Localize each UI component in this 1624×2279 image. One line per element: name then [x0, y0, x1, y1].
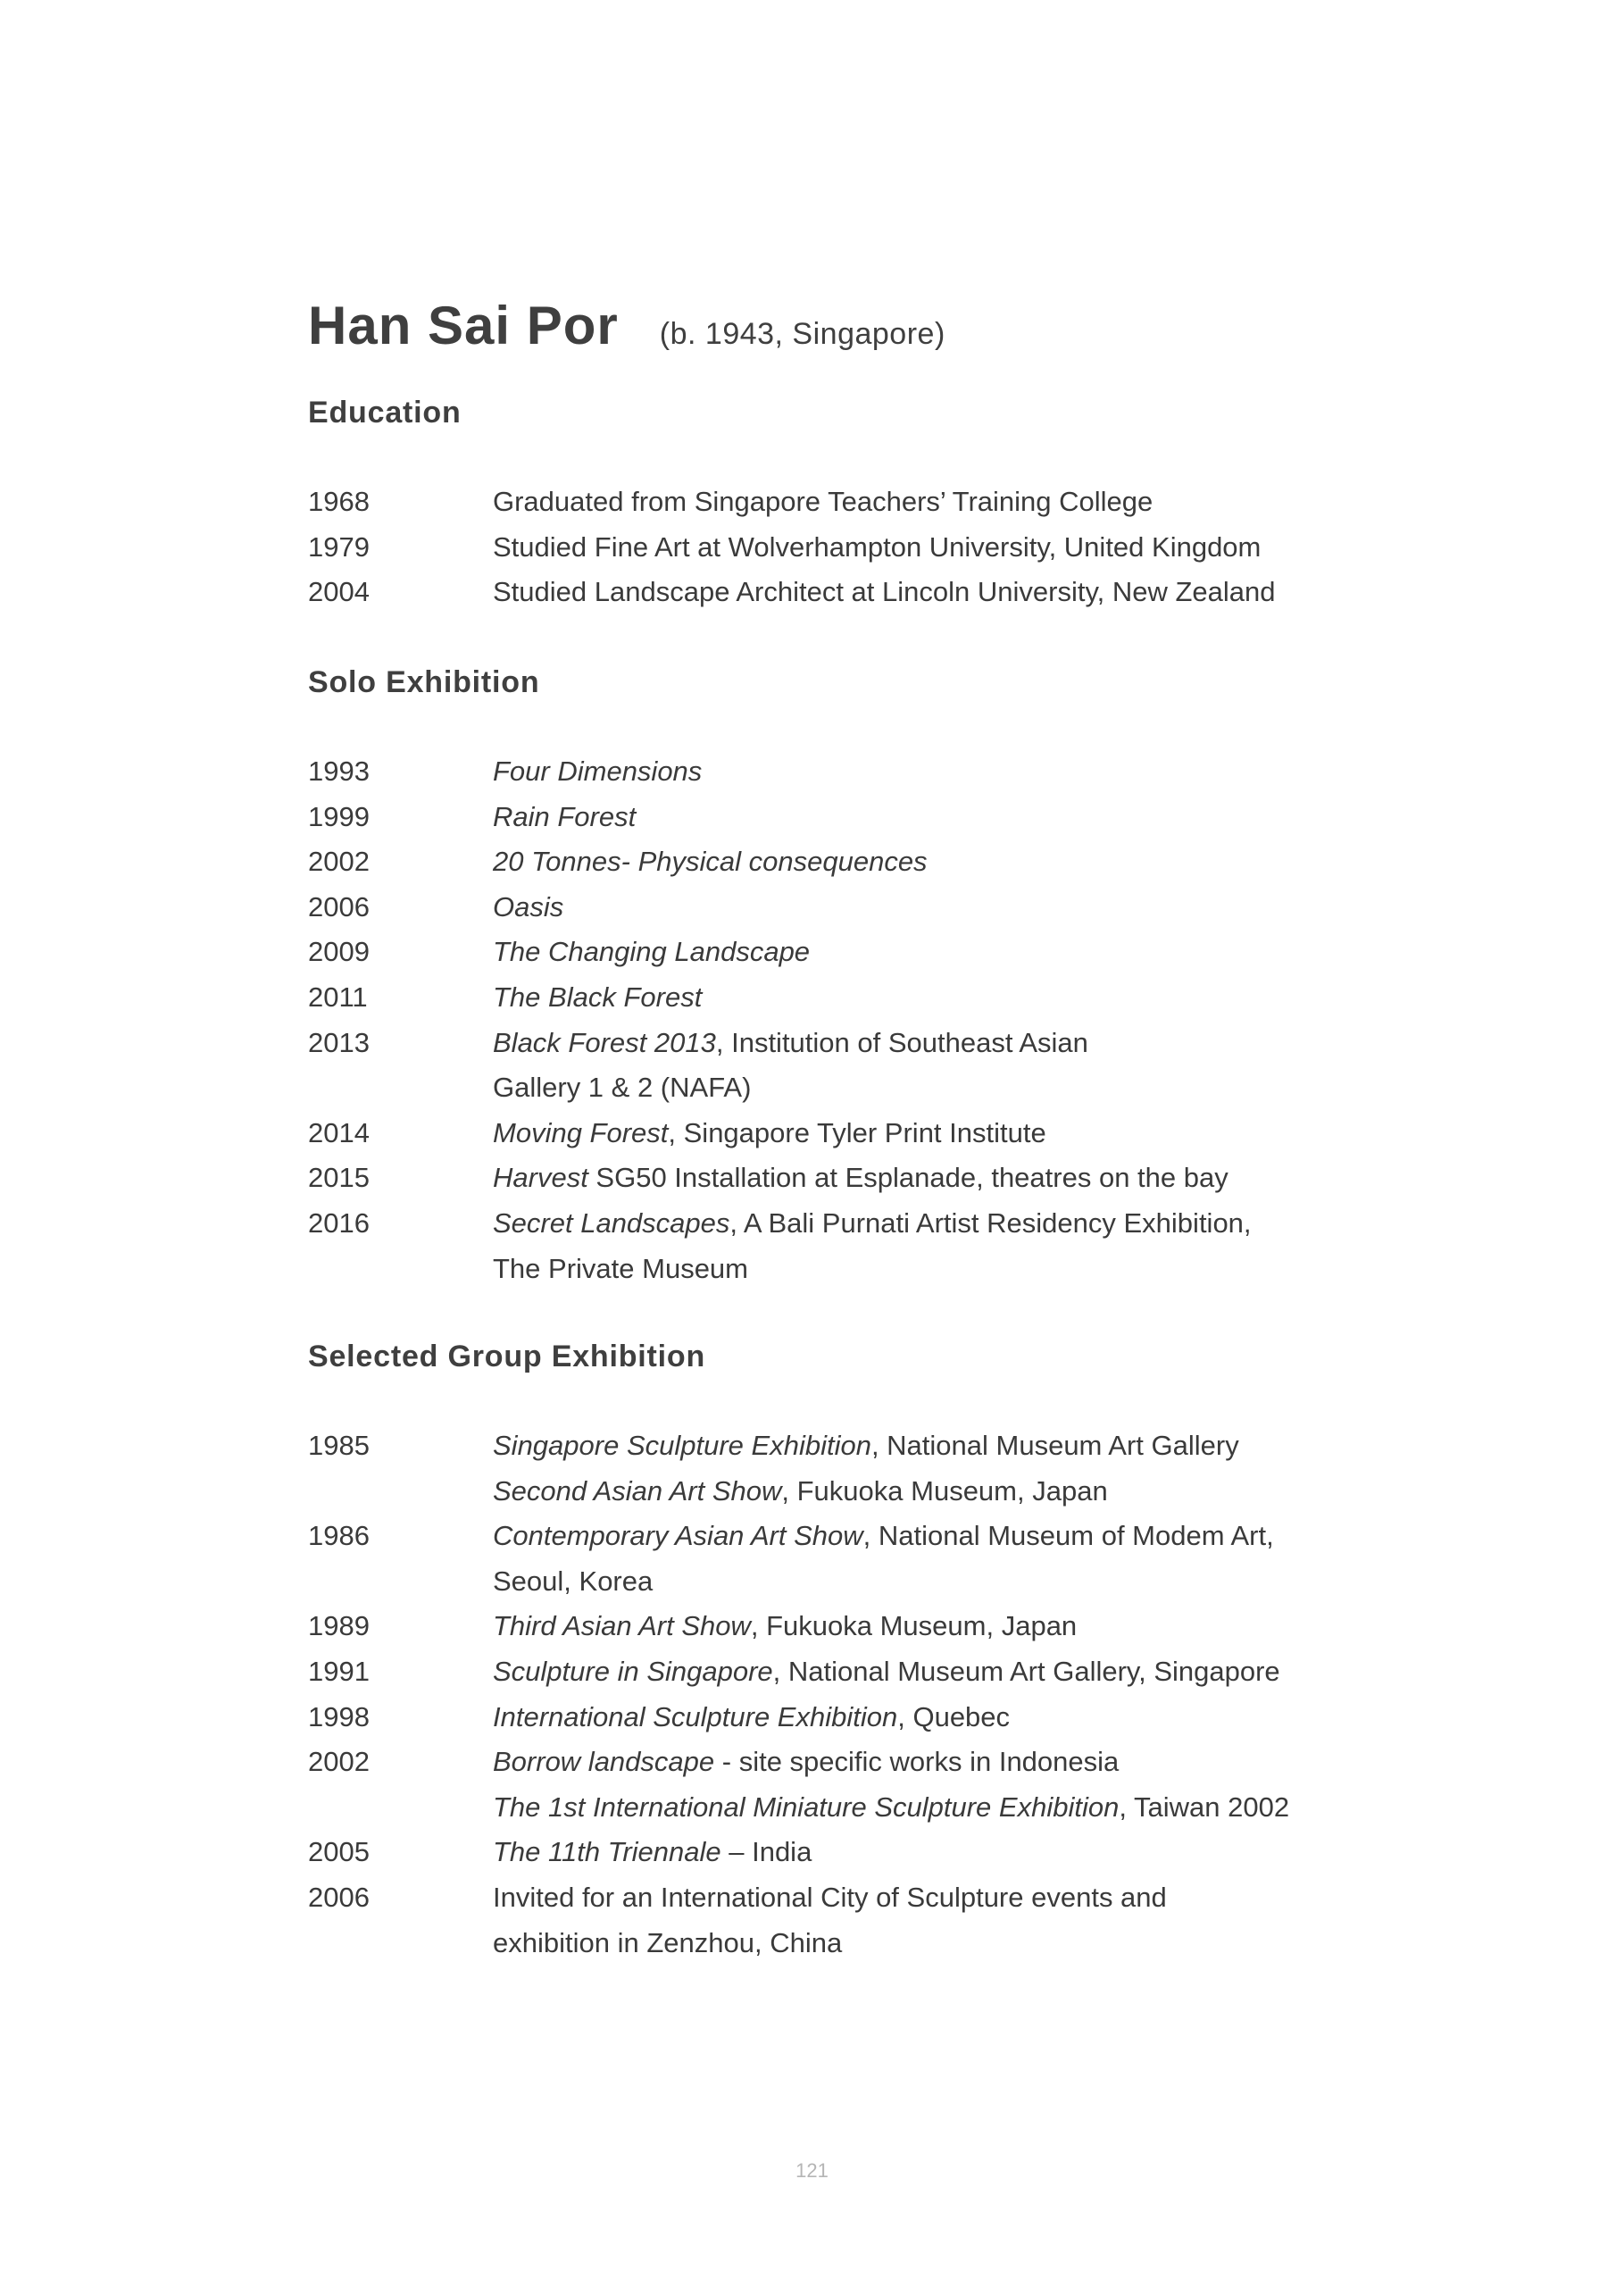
exhibition-venue: , Fukuoka Museum, Japan	[781, 1474, 1108, 1507]
description	[493, 1830, 1379, 1875]
exhibition-venue: , National Museum Art Gallery, Singapore	[772, 1655, 1280, 1687]
year: 1998	[308, 1700, 370, 1732]
section-title-solo: Solo Exhibition	[308, 665, 540, 699]
year: 2014	[308, 1116, 370, 1148]
exhibition-title: Second Asian Art Show	[493, 1474, 782, 1507]
education-row	[308, 570, 1379, 615]
exhibition-venue: – India	[720, 1836, 812, 1868]
description: Graduated from Singapore Teachers’ Training College	[493, 486, 1153, 517]
year: 2002	[308, 1746, 370, 1778]
year: 1991	[308, 1655, 370, 1687]
exhibition-row	[308, 1201, 1379, 1291]
exhibition-title: The 11th Triennale	[493, 1836, 721, 1868]
exhibition-row	[308, 839, 1379, 885]
exhibition-title: Contemporary Asian Art Show	[493, 1520, 863, 1552]
education-row	[308, 525, 1379, 571]
exhibition-title: Sculpture in Singapore	[493, 1655, 773, 1687]
year: 1979	[308, 530, 370, 563]
exhibition-venue: - site specific works in Indonesia	[714, 1746, 1120, 1778]
exhibition-row	[308, 1740, 1379, 1785]
exhibition-row	[308, 1021, 1379, 1111]
exhibition-title: Secret Landscapes	[493, 1206, 730, 1239]
exhibition-row	[308, 975, 1379, 1021]
exhibition-row	[308, 1649, 1379, 1695]
exhibition-venue-continued: Gallery 1 & 2 (NAFA)	[493, 1072, 752, 1104]
exhibition-title: Moving Forest	[493, 1116, 669, 1148]
description: Studied Landscape Architect at Lincoln University, New Zealand	[493, 576, 1276, 608]
exhibition-venue-continued: The Private Museum	[493, 1252, 748, 1284]
group-exhibition-section	[308, 1334, 1379, 1966]
exhibition-title: Oasis	[493, 890, 564, 922]
exhibition-title: The Changing Landscape	[493, 936, 811, 968]
exhibition-row	[308, 885, 1379, 931]
year	[308, 1469, 493, 1515]
year: 2006	[308, 1881, 370, 1913]
exhibition-title: Borrow landscape	[493, 1746, 715, 1778]
exhibition-venue: , Quebec	[897, 1700, 1011, 1732]
description	[493, 1695, 1379, 1741]
year: 1968	[308, 486, 370, 517]
exhibition-row	[308, 1830, 1379, 1875]
description	[493, 1740, 1379, 1785]
year: 2005	[308, 1836, 370, 1868]
solo-exhibition-list	[308, 749, 1379, 1291]
exhibition-text-continued: exhibition in Zenzhou, China	[493, 1926, 843, 1958]
exhibition-row	[308, 749, 1379, 795]
year: 2015	[308, 1162, 370, 1194]
exhibition-venue: , Taiwan 2002	[1119, 1791, 1290, 1823]
year: 2016	[308, 1206, 370, 1239]
exhibition-venue: , National Museum of Modem Art,	[862, 1520, 1274, 1552]
year	[308, 1785, 493, 1831]
exhibition-row	[308, 1695, 1379, 1741]
exhibition-title: Harvest	[493, 1162, 588, 1194]
education-section	[308, 390, 1379, 615]
section-title-group: Selected Group Exhibition	[308, 1340, 706, 1373]
exhibition-title: Third Asian Art Show	[493, 1610, 751, 1642]
description	[493, 1111, 1379, 1156]
exhibition-row	[308, 1469, 1379, 1515]
description	[493, 1875, 1379, 1966]
description	[493, 1201, 1379, 1291]
year: 1985	[308, 1430, 370, 1461]
cv-header	[308, 295, 945, 356]
exhibition-title: Four Dimensions	[493, 755, 703, 787]
section-title-education: Education	[308, 396, 462, 430]
exhibition-venue: SG50 Installation at Esplanade, theatres on the bay	[587, 1162, 1228, 1194]
exhibition-title: Rain Forest	[493, 800, 637, 832]
year: 2006	[308, 890, 370, 922]
birth-info: (b. 1943, Singapore)	[659, 317, 945, 351]
description	[493, 1423, 1379, 1469]
description	[493, 1021, 1379, 1111]
description: Studied Fine Art at Wolverhampton University, United Kingdom	[493, 530, 1262, 563]
exhibition-title: Singapore Sculpture Exhibition	[493, 1430, 871, 1461]
exhibition-text: Invited for an International City of Sculpture events and	[493, 1881, 1167, 1913]
year: 2004	[308, 576, 370, 608]
exhibition-row	[308, 1785, 1379, 1831]
description	[493, 749, 1379, 795]
year: 1986	[308, 1520, 370, 1552]
description	[493, 930, 1379, 975]
exhibition-row	[308, 795, 1379, 840]
description	[493, 1604, 1379, 1649]
description	[493, 1785, 1379, 1831]
exhibition-row	[308, 1423, 1379, 1469]
exhibition-row	[308, 1111, 1379, 1156]
exhibition-row	[308, 930, 1379, 975]
exhibition-row	[308, 1156, 1379, 1201]
exhibition-venue: , A Bali Purnati Artist Residency Exhibition,	[729, 1206, 1252, 1239]
exhibition-title: Black Forest 2013	[493, 1026, 716, 1058]
page-number: 121	[795, 2159, 829, 2182]
education-row	[308, 480, 1379, 525]
exhibition-venue-continued: Seoul, Korea	[493, 1565, 654, 1597]
year: 1999	[308, 800, 370, 832]
exhibition-title: International Sculpture Exhibition	[493, 1700, 898, 1732]
exhibition-row	[308, 1875, 1379, 1966]
exhibition-venue: , National Museum Art Gallery	[870, 1430, 1239, 1461]
group-exhibition-list	[308, 1423, 1379, 1966]
description	[493, 1469, 1379, 1515]
exhibition-row	[308, 1604, 1379, 1649]
exhibition-venue: , Fukuoka Museum, Japan	[750, 1610, 1078, 1642]
exhibition-title: The 1st International Miniature Sculpture Exhibition	[493, 1791, 1120, 1823]
exhibition-venue: , Singapore Tyler Print Institute	[668, 1116, 1046, 1148]
year: 2009	[308, 936, 370, 968]
exhibition-row	[308, 1514, 1379, 1604]
exhibition-title: The Black Forest	[493, 981, 703, 1013]
artist-name: Han Sai Por	[308, 296, 619, 355]
description	[493, 795, 1379, 840]
year: 1989	[308, 1610, 370, 1642]
solo-exhibition-section	[308, 660, 1379, 1291]
description	[493, 1649, 1379, 1695]
description	[493, 1514, 1379, 1604]
education-list	[308, 480, 1379, 615]
description	[493, 839, 1379, 885]
year: 2013	[308, 1026, 370, 1058]
description	[493, 885, 1379, 931]
description	[493, 1156, 1379, 1201]
exhibition-title: 20 Tonnes- Physical consequences	[493, 846, 928, 878]
exhibition-venue: , Institution of Southeast Asian	[715, 1026, 1088, 1058]
year: 2002	[308, 846, 370, 878]
year: 2011	[308, 981, 368, 1013]
year: 1993	[308, 755, 370, 787]
description	[493, 975, 1379, 1021]
